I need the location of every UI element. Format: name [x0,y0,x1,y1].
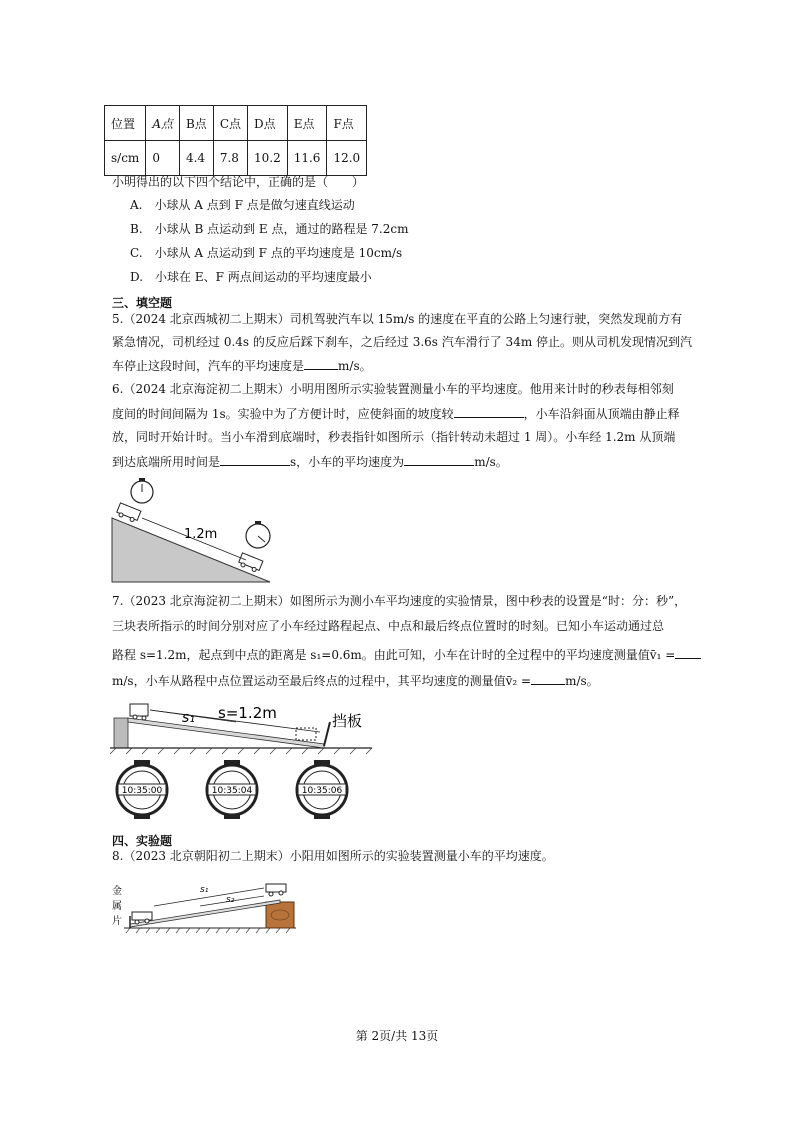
q7-line2: 三块表所指示的时间分别对应了小车经过路程起点、中点和最后终点位置时的时刻。已知小车运动通过总 [112,619,665,633]
q6-line2 [112,406,680,421]
q7-v1-blank[interactable] [675,647,701,659]
cart-top [266,884,286,896]
q6-slope-blank[interactable] [454,406,524,418]
ground-hatch [126,928,290,933]
q7-v2-symbol: v̄₂ = [505,674,532,688]
stopwatch-end-icon [246,521,270,548]
q6-line2-text: 度间的时间间隔为 1s。实验中为了方便计时，应使斜面的坡度较 [112,407,454,421]
ground-hatch [110,748,372,754]
q5-line3-text: 车停止这段时间，汽车的平均速度是 [112,359,305,373]
q6-incline-figure [108,478,288,586]
q5-line1: 5.（2024 北京西城初二上期末）司机驾驶汽车以 15m/s 的速度在平直的公路上匀速行驶，突然发现前方有 [112,312,683,326]
metal-label-2: 属 [112,901,122,912]
table-cell: 12.0 [327,141,367,176]
q5-unit: m/s。 [338,359,372,373]
table-header-cell: E点 [287,106,327,141]
q5-line3 [112,358,372,373]
q4-stem: 小明得出的以下四个结论中，正确的是（ ） [112,175,365,189]
q6-line4-text: 到达底端所用时间是 [112,455,221,469]
table-cell: 7.8 [213,141,247,176]
clock-middle-time: 10:35:04 [211,786,253,796]
table-header-row [105,106,367,141]
q6-line1: 6.（2024 北京海淀初二上期末）小明用图所示实验装置测量小车的平均速度。他用来计时的秒表每相邻刻 [112,382,674,396]
table-header-cell: C点 [213,106,247,141]
q7-line4-unit: m/s。 [565,674,599,688]
q5-answer-blank[interactable] [304,358,338,370]
q6-time-blank[interactable] [220,454,290,466]
table-header-cell: B点 [179,106,213,141]
s1-label: s₁ [200,885,209,895]
table-cell: 10.2 [248,141,288,176]
clock-start-icon [117,760,167,819]
table-header-cell: D点 [248,106,288,141]
q7-v2-blank[interactable] [531,673,565,685]
q6-line4 [112,454,508,469]
table-cell: 11.6 [287,141,327,176]
q7-incline-figure [110,700,375,820]
s1-arrow [154,888,264,906]
table-header-cell: A点 [146,106,180,141]
page-footer: 第 2页/共 13页 [355,1029,439,1043]
metal-label-3: 片 [112,916,122,927]
board-label: 挡板 [332,712,363,730]
q6-line4-unit: m/s。 [474,455,508,469]
s-label: s=1.2m [218,704,277,722]
q7-line1: 7.（2023 北京海淀初二上期末）如图所示为测小车平均速度的实验情景，图中秒表的设置是“时：分：秒”， [112,594,687,608]
section-heading-experiment: 四、实验题 [112,834,173,848]
wood-block [266,902,294,928]
distance-label: 1.2m [184,527,218,542]
q8-line1: 8.（2023 北京朝阳初二上期末）小阳用如图所示的实验装置测量小车的平均速度。 [112,849,554,863]
q7-line4 [112,673,599,688]
table-header-cell: 位置 [105,106,146,141]
incline-board [128,718,324,748]
table-cell: 4.4 [179,141,213,176]
clock-middle-icon [207,760,257,819]
table-row [105,141,367,176]
stopwatch-start-icon [131,478,153,503]
table-cell: 0 [146,141,180,176]
q5-line2: 紧急情况，司机经过 0.4s 的反应后踩下刹车，之后经过 3.6s 汽车滑行了 34m 停止。则从司机发现情况到汽 [112,335,693,349]
position-table [104,105,367,176]
clock-start-time: 10:35:00 [121,786,163,796]
clock-end-time: 10:35:06 [301,786,343,796]
q6-line2-rest: ，小车沿斜面从顶端由静止释 [523,407,680,421]
s1-label: s₁ [182,710,195,726]
q4-option-b: B. 小球从 B 点运动到 E 点，通过的路程是 7.2cm [130,222,409,236]
metal-label-1: 金 [112,886,122,897]
q6-line4-mid: s，小车的平均速度为 [290,455,405,469]
q7-line3 [112,647,701,662]
q6-speed-blank[interactable] [404,454,474,466]
cart-top [116,503,141,523]
s2-label: s₂ [226,895,235,905]
q7-line4-text: m/s，小车从路程中点位置运动至最后终点的过程中，其平均速度的测量值 [112,674,506,688]
q6-line3: 放，同时开始计时。当小车滑到底端时，秒表指针如图所示（指针转动未超过 1 周）。小车经 1.2m 从顶端 [112,430,676,444]
q4-option-a: A. 小球从 A 点到 F 点是做匀速直线运动 [130,198,355,212]
section-heading-fill-blank: 三、填空题 [112,296,173,310]
clock-end-icon [297,760,347,819]
q4-option-d: D. 小球在 E、F 两点间运动的平均速度最小 [130,270,372,284]
q8-incline-figure [110,872,300,938]
q7-v1-symbol: v̄₁ = [649,648,676,662]
stop-board [324,722,330,746]
table-row-label: s/cm [105,141,146,176]
cart [130,704,148,720]
q4-option-c: C. 小球从 A 点运动到 F 点的平均速度是 10cm/s [130,246,403,260]
table-header-cell: F点 [327,106,367,141]
support-block [114,718,128,748]
q7-line3-text: 路程 s=1.2m，起点到中点的距离是 s₁=0.6m。由此可知，小车在计时的全过程中的平均速度测量值 [112,648,650,662]
